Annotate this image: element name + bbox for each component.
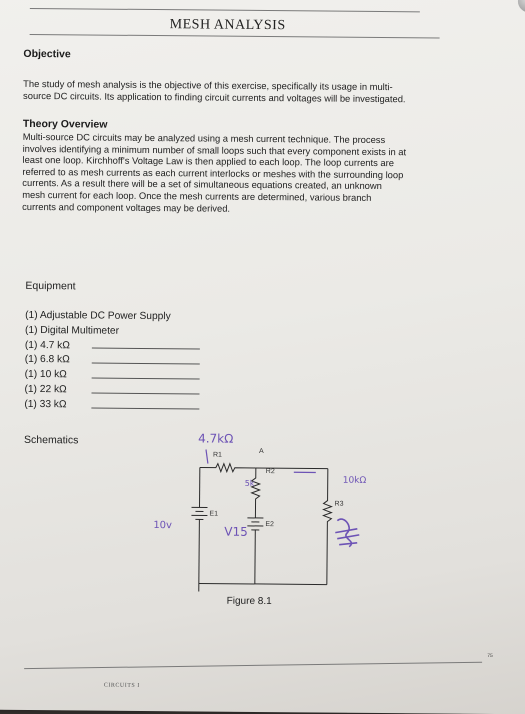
objective-line: source DC circuits. Its application to finding circuit currents and voltages will be investigated. xyxy=(23,89,406,104)
theory-paragraph xyxy=(22,131,406,215)
equipment-list xyxy=(24,309,170,414)
left-wire-bottom xyxy=(199,519,200,583)
e2-label: E2 xyxy=(265,521,274,528)
equipment-item: (1) 10 kΩ xyxy=(25,368,171,384)
objective-line: The study of mesh analysis is the objective of this exercise, specifically its usage in multi- xyxy=(23,78,406,93)
equipment-item: (1) 22 kΩ xyxy=(24,383,170,399)
equipment-heading: Equipment xyxy=(25,280,75,292)
theory-heading: Theory Overview xyxy=(23,118,108,131)
objective-heading: Objective xyxy=(23,48,70,60)
bottom-wire xyxy=(199,583,327,584)
handwritten-r2-value: 5k xyxy=(245,479,255,488)
title-rule xyxy=(30,34,440,39)
r2-label: R2 xyxy=(266,468,275,475)
theory-line: referred to as mesh currents as each current interlocks or meshes with the surrounding loop xyxy=(22,166,406,181)
resistor-r1-symbol xyxy=(200,463,256,471)
schematics-heading: Schematics xyxy=(24,434,78,446)
theory-line: Multi-source DC circuits may be analyzed using a mesh current technique. The process xyxy=(23,131,407,146)
figure-caption: Figure 8.1 xyxy=(227,596,272,607)
handwritten-r1-value: 4.7kΩ xyxy=(198,431,233,445)
ink-tick xyxy=(206,450,208,464)
resistor-r3-symbol xyxy=(323,469,332,585)
equipment-item: (1) Adjustable DC Power Supply xyxy=(25,309,171,325)
equipment-item: (1) 6.8 kΩ xyxy=(25,353,171,369)
theory-line: involves identifying a minimum number of small loops such that every component exists in at xyxy=(23,142,407,157)
theory-line: currents and component voltages may be derived. xyxy=(22,200,406,215)
bottom-rule xyxy=(24,662,482,669)
battery-e1-symbol xyxy=(191,507,207,519)
theory-line: mesh current for each loop. Once the mesh currents are determined, various branch xyxy=(22,189,406,204)
handwritten-r3-value: 10kΩ xyxy=(343,476,367,486)
handwritten-e2-value: V15 xyxy=(224,525,248,539)
theory-line: currents. As a result there will be a set of simultaneous equations created, an unknown xyxy=(22,177,406,192)
r1-label: R1 xyxy=(213,452,222,459)
e1-label: E1 xyxy=(209,511,218,518)
objective-paragraph xyxy=(23,78,406,105)
equipment-item: (1) 4.7 kΩ xyxy=(25,339,171,355)
theory-line: least one loop. Kirchhoff's Voltage Law is then applied to each loop. The loop currents are xyxy=(22,154,406,169)
page-corner-object xyxy=(518,0,525,12)
r3-label: R3 xyxy=(335,501,344,508)
resistor-r2-symbol xyxy=(251,468,259,518)
battery-e2-symbol xyxy=(247,518,263,530)
equipment-item: (1) Digital Multimeter xyxy=(25,324,171,340)
equipment-item: (1) 33 kΩ xyxy=(24,398,170,414)
top-rule xyxy=(30,8,420,12)
running-footer: CIRCUITS I xyxy=(104,683,140,689)
ink-scribble xyxy=(335,519,359,547)
handwritten-e1-value: 10v xyxy=(153,520,172,531)
node-a-label: A xyxy=(259,448,264,455)
page-number: 75 xyxy=(487,653,493,659)
page-title: MESH ANALYSIS xyxy=(170,17,286,34)
